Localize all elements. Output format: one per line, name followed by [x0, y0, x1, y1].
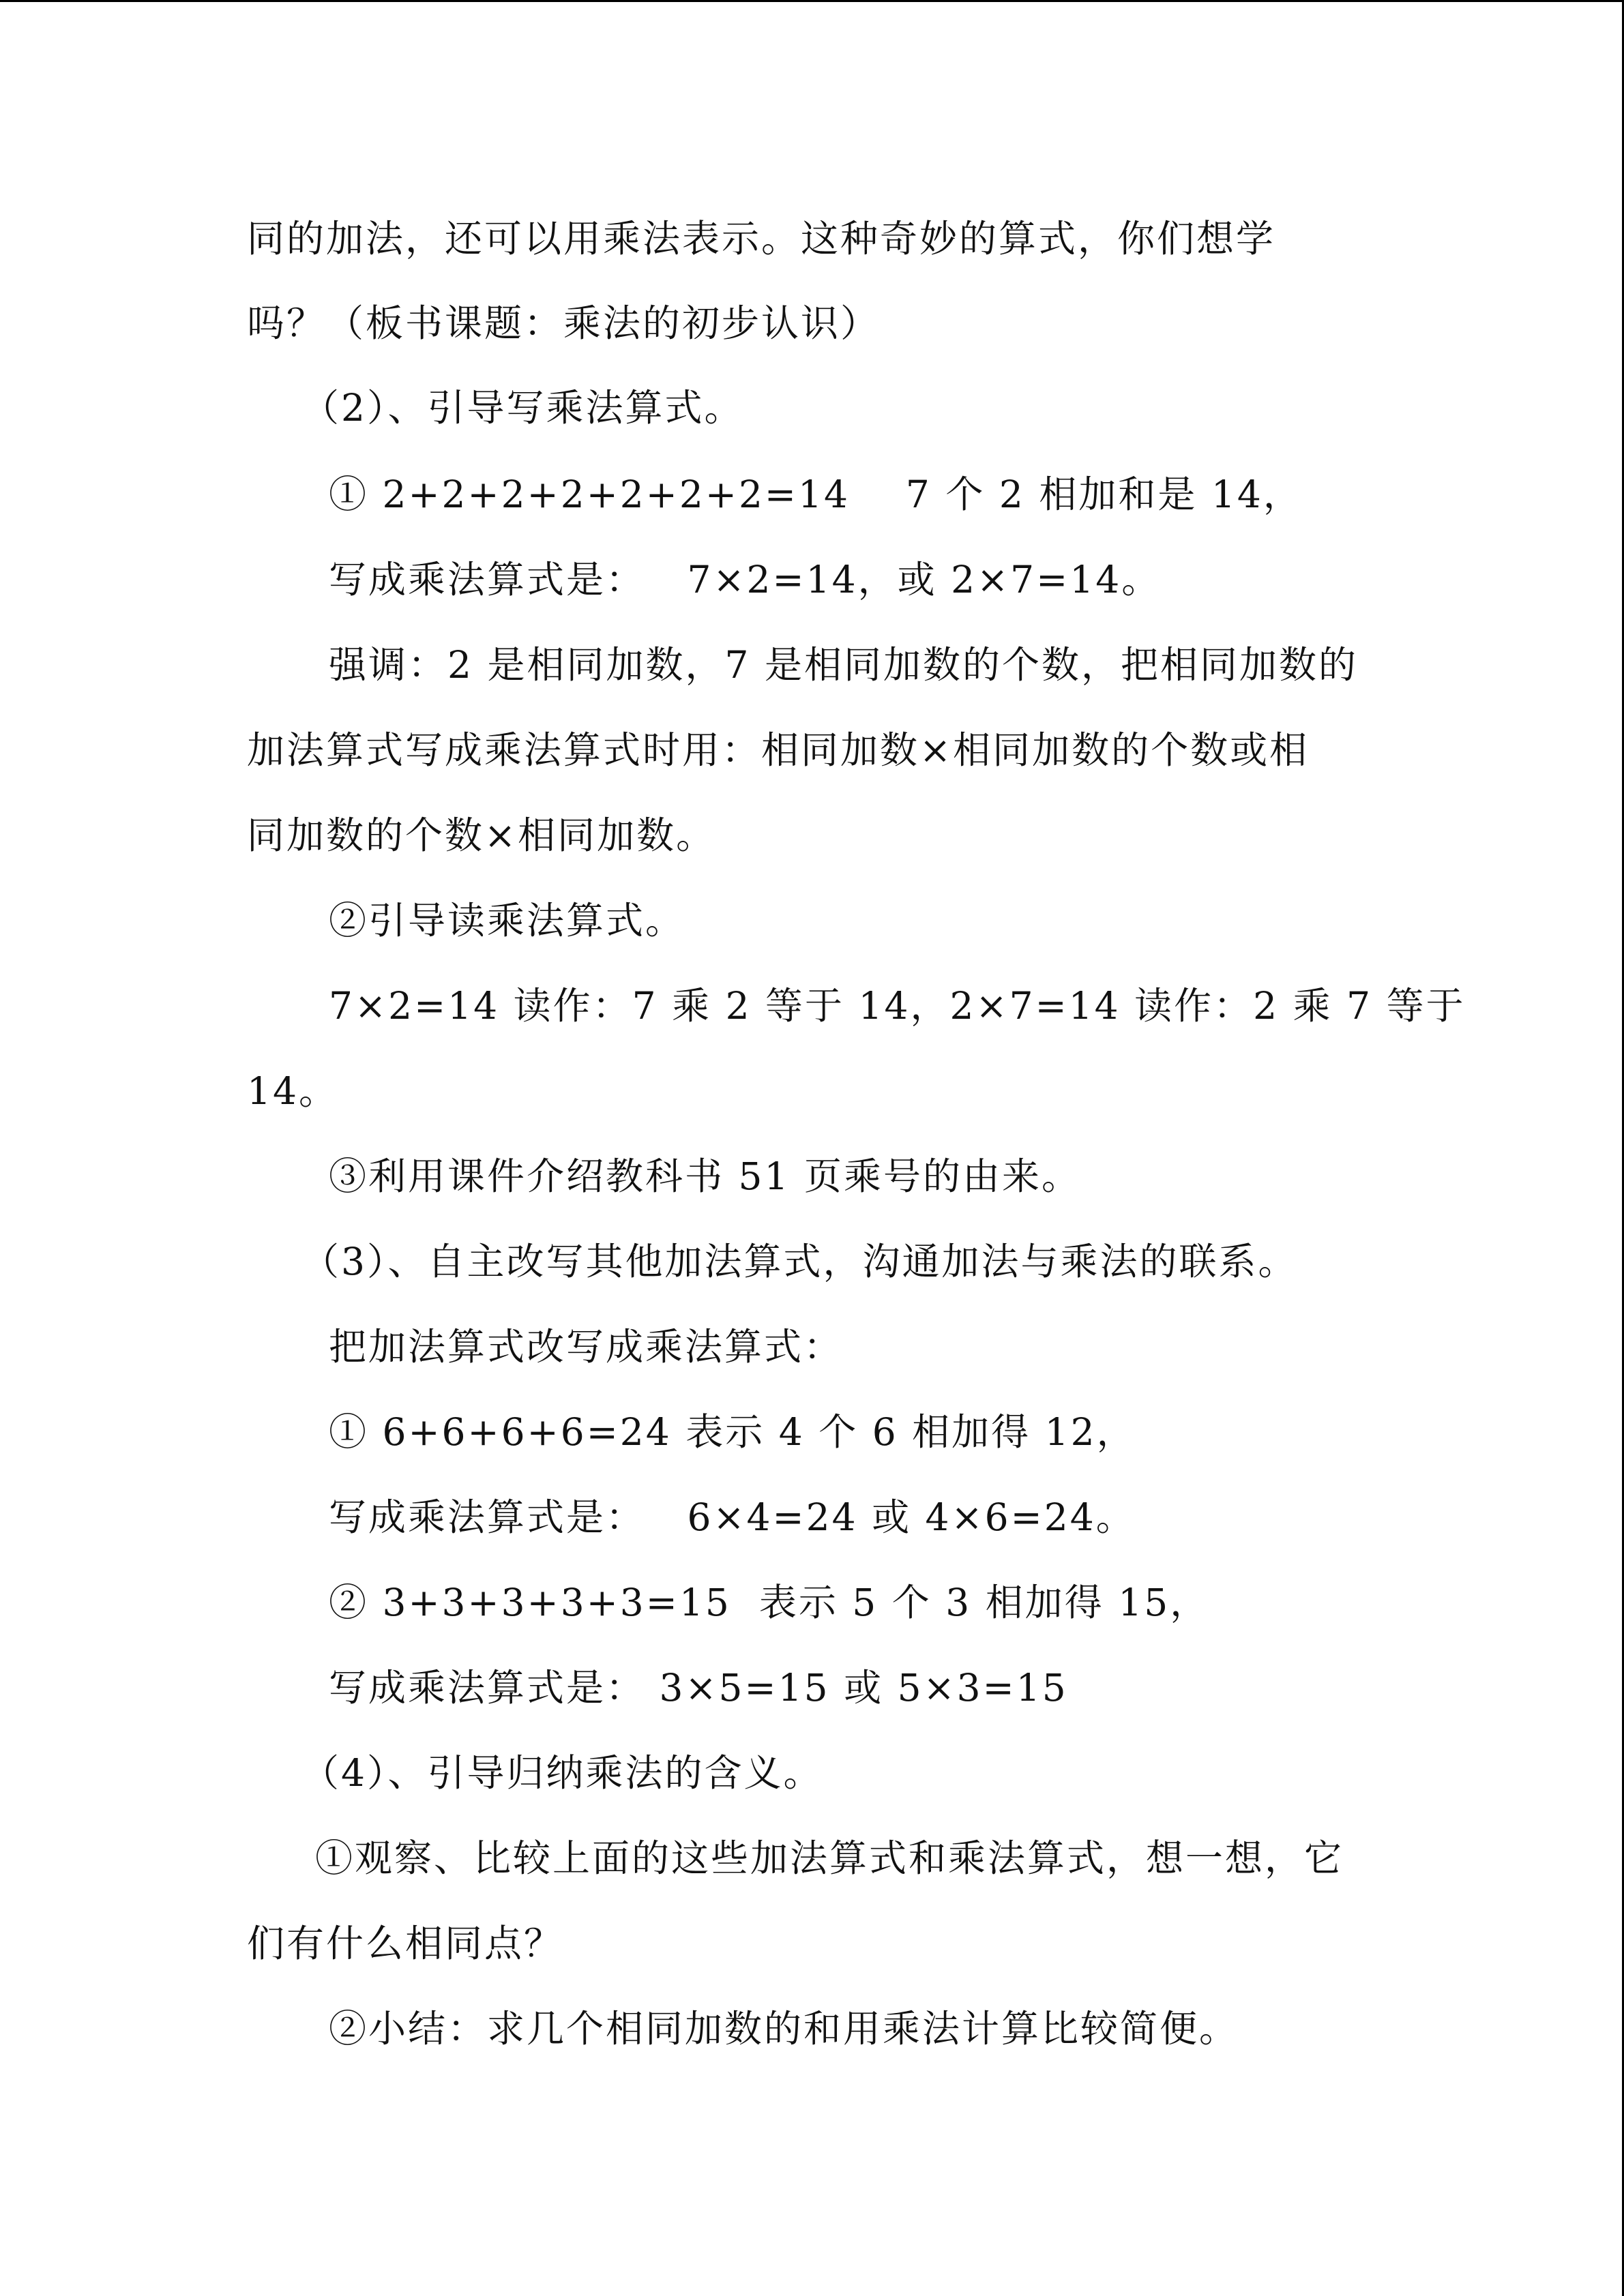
text-line: ①观察、比较上面的这些加法算式和乘法算式，想一想，它	[315, 1836, 1344, 1880]
text-line: ②小结：求几个相同加数的和用乘法计算比较简便。	[329, 2007, 1239, 2051]
text-line: 同加数的个数×相同加数。	[247, 814, 716, 857]
text-line: 7×2=14 读作：7 乘 2 等于 14，2×7=14 读作：2 乘 7 等于	[329, 984, 1466, 1028]
section-heading: （4）、引导归纳乘法的含义。	[301, 1751, 823, 1795]
text-line: 写成乘法算式是： 3×5=15 或 5×3=15	[329, 1666, 1068, 1710]
document-page	[247, 0, 1466, 2296]
text-line: 写成乘法算式是： 6×4=24 或 4×6=24。	[329, 1495, 1136, 1539]
text-line: 们有什么相同点？	[247, 1922, 564, 1965]
text-line: ② 3+3+3+3+3=15 表示 5 个 3 相加得 15，	[329, 1581, 1210, 1624]
section-heading: （2）、引导写乘法算式。	[301, 386, 744, 430]
text-line: 加法算式写成乘法算式时用：相同加数×相同加数的个数或相	[247, 728, 1310, 772]
text-line: ① 6+6+6+6=24 表示 4 个 6 相加得 12，	[329, 1410, 1136, 1454]
text-line: ②引导读乘法算式。	[329, 899, 685, 942]
text-line: 写成乘法算式是： 7×2=14，或 2×7=14。	[329, 558, 1162, 601]
text-line: ③利用课件介绍教科书 51 页乘号的由来。	[329, 1154, 1081, 1198]
text-line: 14。	[247, 1069, 338, 1113]
text-line: 同的加法，还可以用乘法表示。这种奇妙的算式，你们想学	[247, 217, 1276, 260]
text-line: 把加法算式改写成乘法算式：	[329, 1325, 844, 1369]
text-line: ① 2+2+2+2+2+2+2=14 7 个 2 相加和是 14，	[329, 473, 1303, 516]
text-line: 吗？（板书课题：乘法的初步认识）	[247, 301, 881, 345]
text-line: 强调：2 是相同加数，7 是相同加数的个数，把相同加数的	[329, 643, 1358, 687]
section-heading: （3）、自主改写其他加法算式，沟通加法与乘法的联系。	[301, 1240, 1298, 1283]
